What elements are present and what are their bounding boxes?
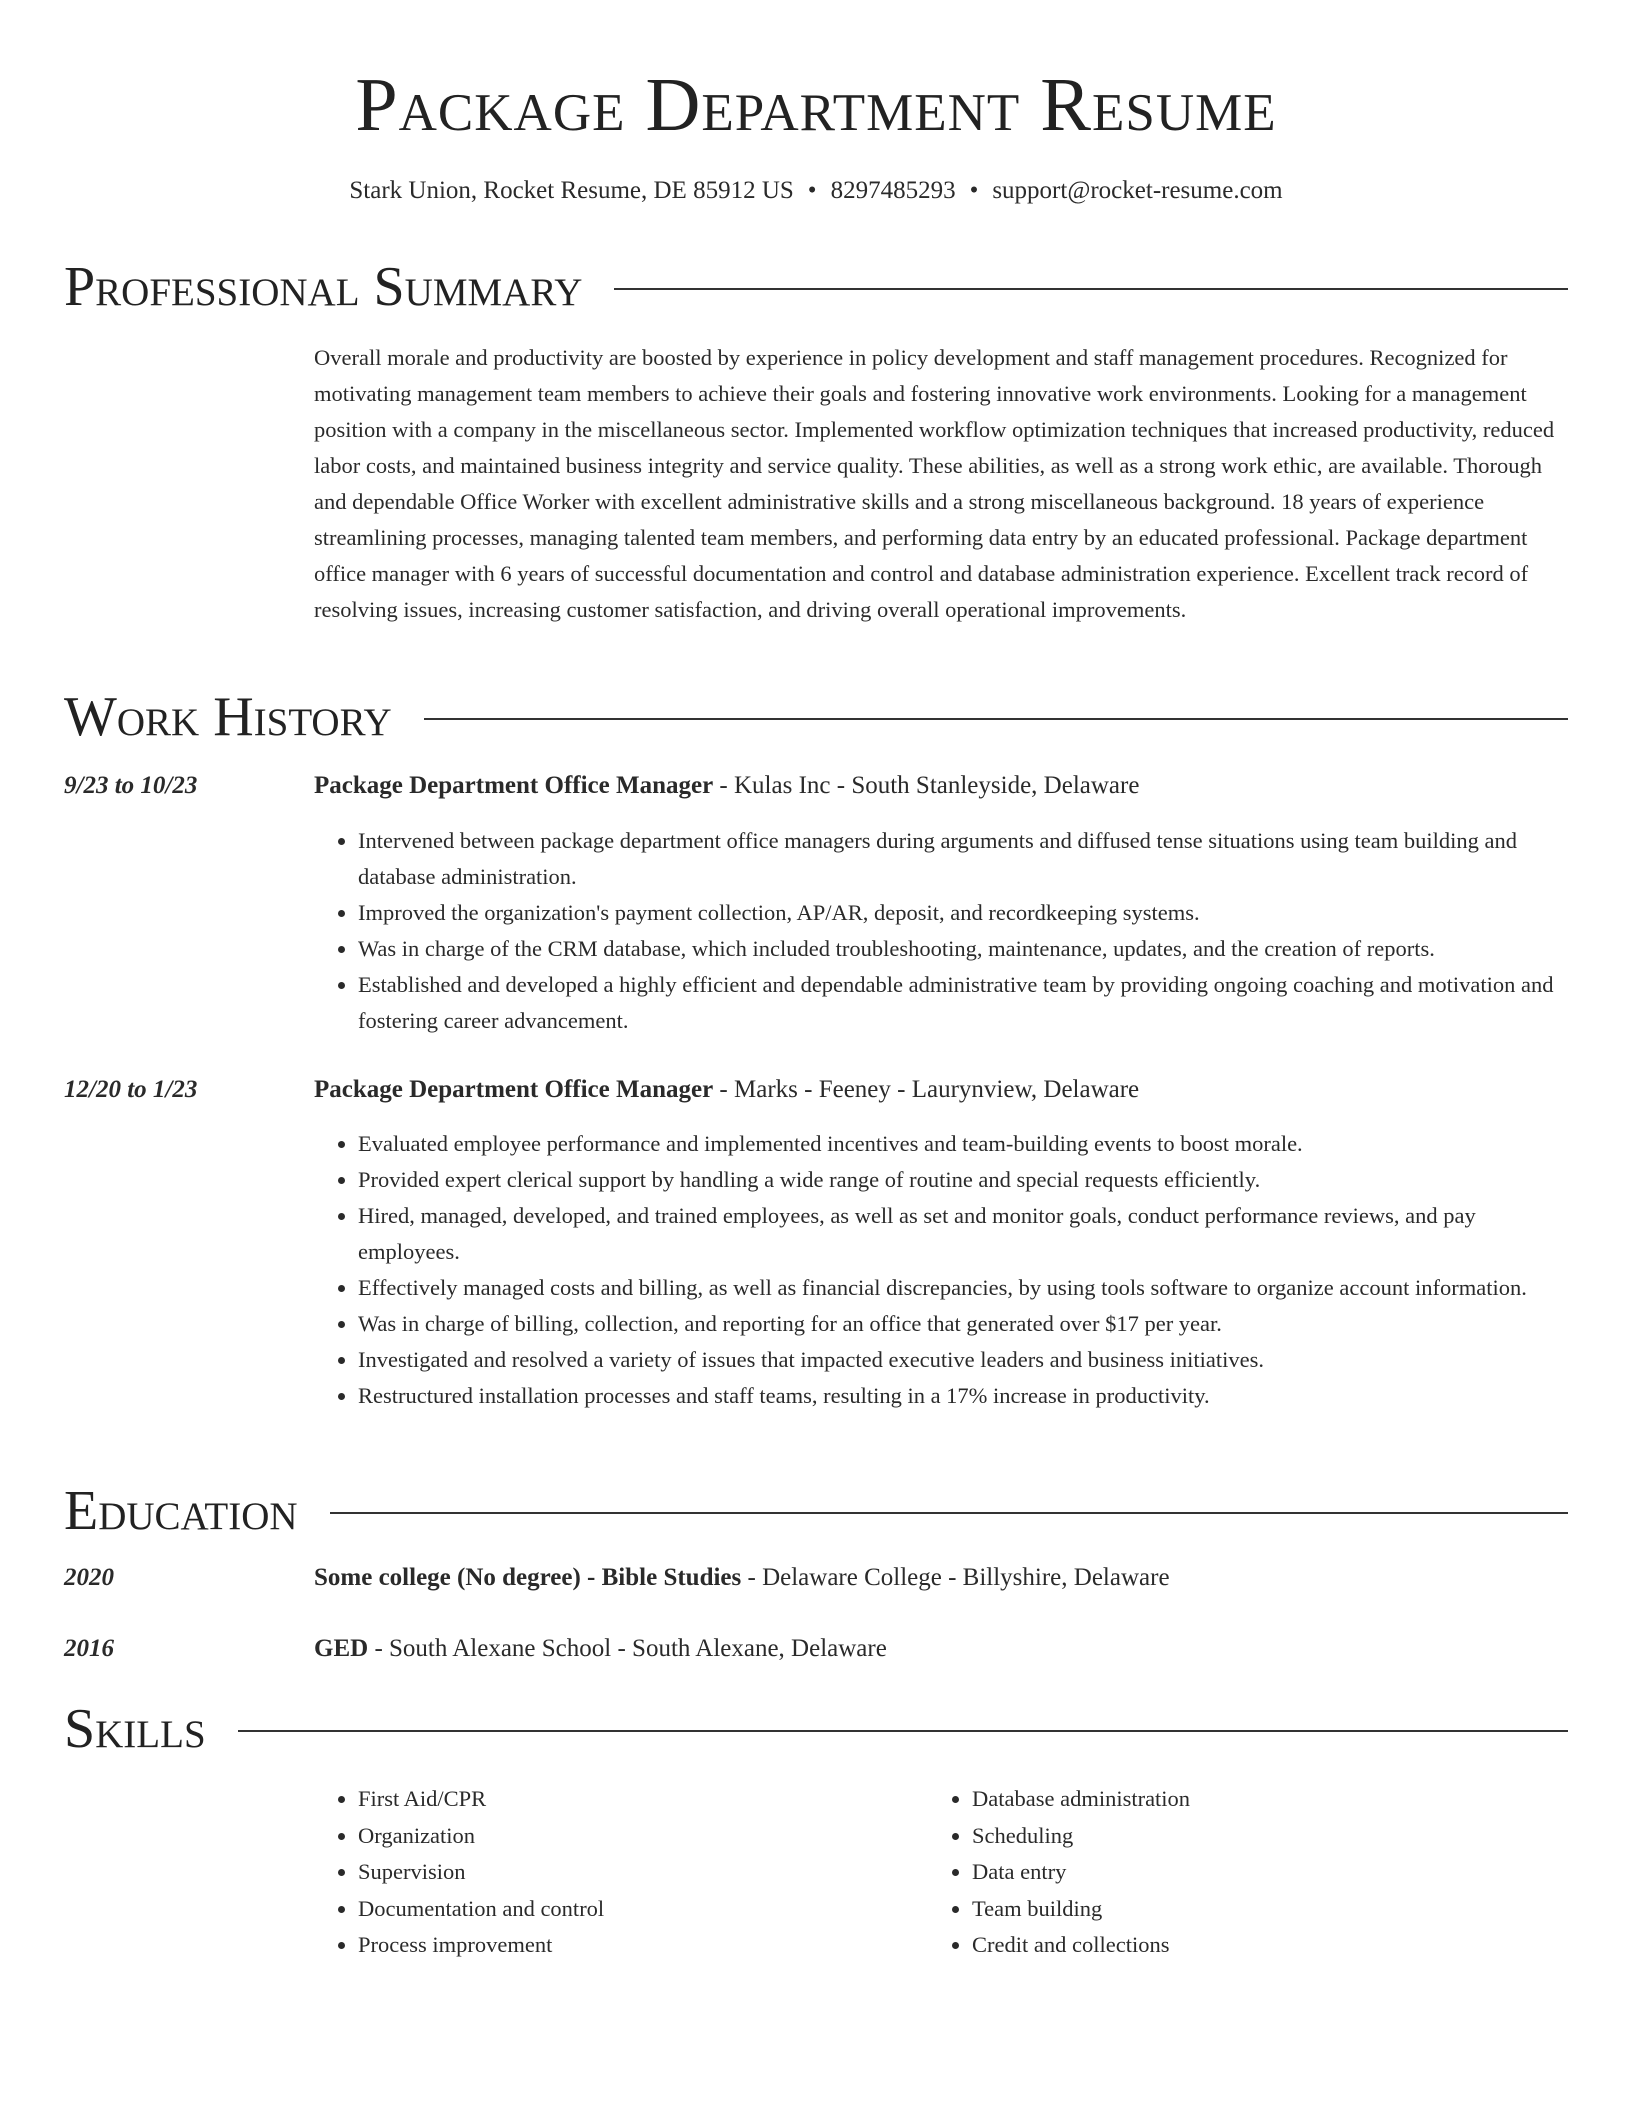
education-2-details: - South Alexane School - South Alexane, Delaware	[368, 1635, 887, 1662]
skill-item: • Team building	[972, 1891, 1572, 1928]
skill-item: • First Aid/CPR	[358, 1781, 918, 1818]
job-1-bullets	[314, 823, 1568, 1039]
skills-section-header	[64, 1696, 1568, 1762]
job-2-bullets	[314, 1126, 1568, 1414]
education-heading: Education	[64, 1480, 298, 1542]
skills-heading: Skills	[64, 1698, 206, 1760]
job-2-details: - Marks - Feeney - Laurynview, Delaware	[713, 1076, 1140, 1103]
skill-item: • Scheduling	[972, 1818, 1572, 1855]
job-bullet: • Established and developed a highly efficient and dependable administrative team by providing ongoing coaching and motivation and fostering career advancement.	[358, 967, 1568, 1039]
resume-title: Package Department Resume	[355, 63, 1277, 147]
skills-list-left	[314, 1781, 918, 1964]
summary-section-header	[64, 254, 1568, 320]
skill-item: • Database administration	[972, 1781, 1572, 1818]
job-bullet: • Restructured installation processes and staff teams, resulting in a 17% increase in productivity.	[358, 1378, 1568, 1414]
contact-separator: •	[969, 177, 979, 204]
section-divider	[614, 288, 1568, 290]
section-divider	[424, 718, 1568, 720]
job-2-dates: 12/20 to 1/23	[64, 1076, 198, 1103]
education-1-degree: Some college (No degree) - Bible Studies	[314, 1564, 742, 1591]
education-section-header	[64, 1478, 1568, 1544]
education-2-year: 2016	[64, 1635, 114, 1662]
job-bullet: • Was in charge of the CRM database, which included troubleshooting, maintenance, updates, and the creation of reports.	[358, 931, 1568, 967]
job-bullet: • Investigated and resolved a variety of issues that impacted executive leaders and business initiatives.	[358, 1342, 1568, 1378]
education-1-year: 2020	[64, 1564, 114, 1591]
skill-item: • Credit and collections	[972, 1927, 1572, 1964]
contact-address: Stark Union, Rocket Resume, DE 85912 US	[349, 177, 794, 204]
education-2-entry	[314, 1631, 1568, 1667]
job-2-title: Package Department Office Manager	[314, 1076, 714, 1103]
job-2-header	[314, 1072, 1568, 1108]
contact-phone: 8297485293	[830, 177, 956, 204]
skill-item: • Documentation and control	[358, 1891, 918, 1928]
job-1-details: - Kulas Inc - South Stanleyside, Delaware	[713, 772, 1140, 799]
skills-list-right	[928, 1781, 1572, 1964]
skill-item: • Data entry	[972, 1854, 1572, 1891]
skill-item: • Organization	[358, 1818, 918, 1855]
contact-line	[0, 174, 1632, 208]
contact-email: support@rocket-resume.com	[992, 177, 1283, 204]
job-bullet: • Effectively managed costs and billing, as well as financial discrepancies, by using tools software to organize account information.	[358, 1270, 1568, 1306]
work-heading: Work History	[64, 686, 392, 748]
section-divider	[330, 1512, 1568, 1514]
job-bullet: • Improved the organization's payment collection, AP/AR, deposit, and recordkeeping systems.	[358, 895, 1568, 931]
education-1-entry	[314, 1560, 1568, 1596]
summary-heading: Professional Summary	[64, 256, 583, 318]
job-bullet: • Evaluated employee performance and implemented incentives and team-building events to boost morale.	[358, 1126, 1568, 1162]
contact-separator: •	[807, 177, 817, 204]
job-1-title: Package Department Office Manager	[314, 772, 714, 799]
job-bullet: • Was in charge of billing, collection, and reporting for an office that generated over $17 per year.	[358, 1306, 1568, 1342]
skill-item: • Process improvement	[358, 1927, 918, 1964]
skill-item: • Supervision	[358, 1854, 918, 1891]
summary-text: Overall morale and productivity are boosted by experience in policy development and staff management procedures. Recognized for motivating management team members to achieve their goals and fostering innovative work environments. Looking for a management position with a company in the miscellaneous sector. Implemented workflow optimization techniques that increased productivity, reduced labor costs, and maintained business integrity and service quality. These abilities, as well as a strong work ethic, are available. Thorough and dependable Office Worker with excellent administrative skills and a strong miscellaneous background. 18 years of experience streamlining processes, managing talented team members, and performing data entry by an educated professional. Package department office manager with 6 years of successful documentation and control and database administration experience. Excellent track record of resolving issues, increasing customer satisfaction, and driving overall operational improvements.	[314, 345, 1555, 622]
section-divider	[238, 1730, 1568, 1732]
job-1-header	[314, 768, 1568, 804]
education-1-details: - Delaware College - Billyshire, Delaware	[741, 1564, 1170, 1591]
work-section-header	[64, 684, 1568, 750]
job-bullet: • Provided expert clerical support by handling a wide range of routine and special requests efficiently.	[358, 1162, 1568, 1198]
job-1-dates: 9/23 to 10/23	[64, 772, 198, 799]
job-bullet: • Intervened between package department office managers during arguments and diffused tense situations using team building and database administration.	[358, 823, 1568, 895]
job-bullet: • Hired, managed, developed, and trained employees, as well as set and monitor goals, conduct performance reviews, and pay employees.	[358, 1198, 1568, 1270]
education-2-degree: GED	[314, 1635, 369, 1662]
